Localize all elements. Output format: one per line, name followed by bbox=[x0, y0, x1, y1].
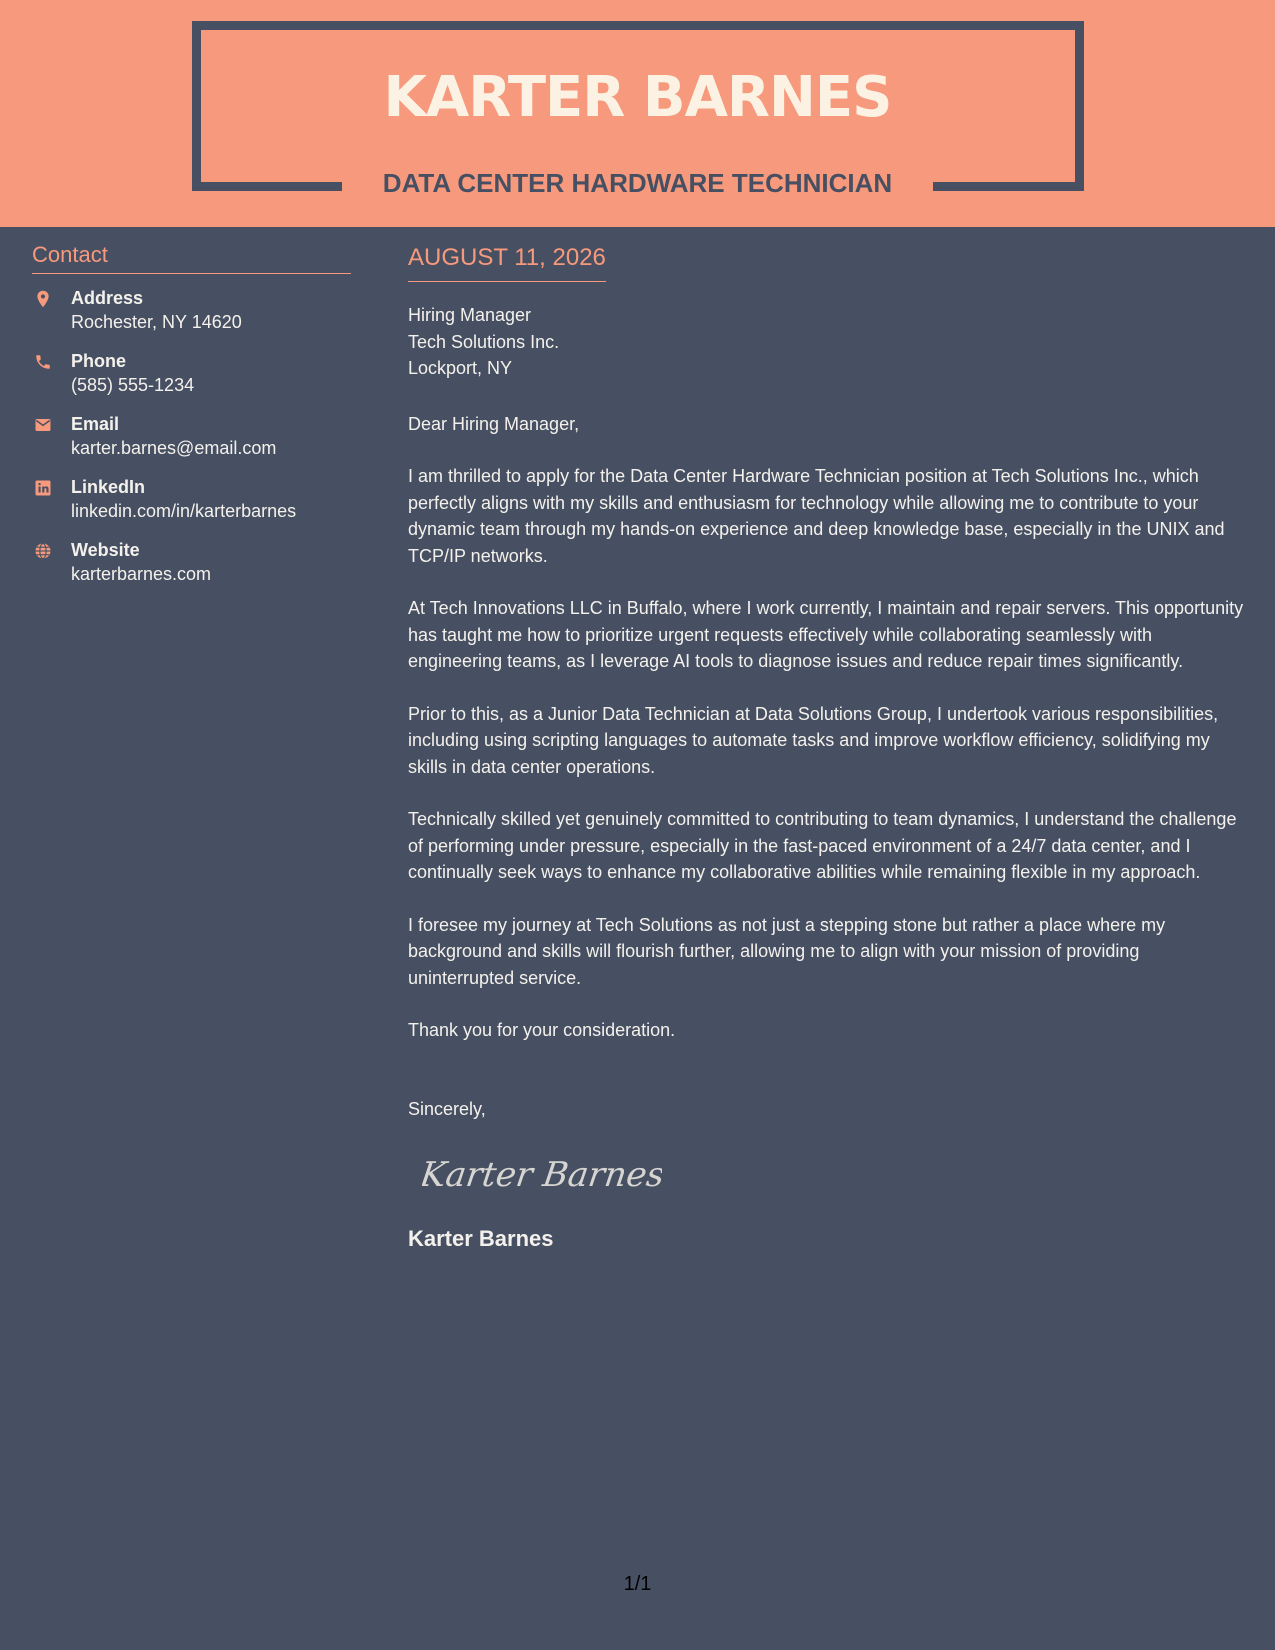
contact-item-linkedin bbox=[32, 475, 351, 538]
body-paragraph: At Tech Innovations LLC in Buffalo, where I work currently, I maintain and repair servers. This opportunity has taught me how to prioritize urgent requests effectively while collaborating seamlessly with engineering teams, as I leverage AI tools to diagnose issues and reduce repair times significantly. bbox=[408, 598, 1244, 671]
recipient-block bbox=[408, 302, 1250, 382]
recipient-line: Tech Solutions Inc. bbox=[408, 331, 560, 352]
body-paragraph: Prior to this, as a Junior Data Technician at Data Solutions Group, I undertook various responsibilities, including using scripting languages to automate tasks and improve workflow efficiency, solidifying my skills in data center operations. bbox=[408, 703, 1219, 777]
page-number: 1/1 bbox=[623, 1573, 652, 1595]
body-paragraph: Technically skilled yet genuinely committed to contributing to team dynamics, I understand the challenge of performing under pressure, especially in the fast-paced environment of a 24/7 data center, and I continually seek ways to enhance my collaborative abilities while remaining flexible in my approach. bbox=[408, 809, 1237, 882]
map-pin-icon bbox=[34, 290, 52, 308]
contact-label: LinkedIn bbox=[71, 477, 146, 497]
phone-icon bbox=[34, 353, 52, 371]
recipient-line: Lockport, NY bbox=[408, 358, 513, 378]
contact-value: Rochester, NY 14620 bbox=[71, 312, 242, 332]
signature-text: Karter Barnes bbox=[422, 1155, 662, 1195]
letter-body bbox=[408, 243, 1250, 1253]
globe-icon bbox=[34, 542, 52, 560]
candidate-name: KARTER BARNES bbox=[383, 65, 892, 130]
body-paragraph: I am thrilled to apply for the Data Center Hardware Technician position at Tech Solutions Inc., which perfectly aligns with my skills and enthusiasm for technology while allowing me to contribute to your dynamic team through my hands-on experience and deep knowledge base, especially in the UNIX and TCP/IP networks. bbox=[408, 466, 1225, 566]
signed-name: Karter Barnes bbox=[408, 1226, 554, 1251]
contact-value: karterbarnes.com bbox=[71, 564, 212, 584]
contact-label: Website bbox=[71, 540, 140, 560]
header-banner bbox=[0, 0, 1275, 227]
contact-item-website bbox=[32, 538, 351, 601]
recipient-line: Hiring Manager bbox=[408, 305, 532, 325]
linkedin-icon bbox=[34, 479, 52, 497]
signature-image bbox=[422, 1150, 662, 1200]
contact-label: Address bbox=[71, 288, 144, 308]
closing-line: Sincerely, bbox=[408, 1098, 486, 1119]
body-paragraph: I foresee my journey at Tech Solutions as not just a stepping stone but rather a place where my background and skills will flourish further, allowing me to align with your mission of providing uninterrupted service. bbox=[408, 914, 1166, 988]
sidebar bbox=[32, 241, 351, 601]
contact-label: Phone bbox=[71, 351, 127, 371]
job-title: DATA CENTER HARDWARE TECHNICIAN bbox=[382, 168, 893, 198]
contact-item-address bbox=[32, 286, 351, 349]
contact-list bbox=[32, 286, 351, 601]
letter-date: AUGUST 11, 2026 bbox=[408, 243, 606, 282]
salutation: Dear Hiring Manager, bbox=[408, 413, 580, 434]
contact-item-email bbox=[32, 412, 351, 475]
contact-item-phone bbox=[32, 349, 351, 412]
contact-heading: Contact bbox=[32, 241, 351, 274]
contact-value: karter.barnes@email.com bbox=[71, 438, 277, 458]
contact-value: (585) 555-1234 bbox=[71, 375, 195, 395]
thanks-line: Thank you for your consideration. bbox=[408, 1020, 676, 1040]
contact-label: Email bbox=[71, 414, 120, 434]
contact-value: linkedin.com/in/karterbarnes bbox=[71, 501, 297, 521]
envelope-icon bbox=[34, 416, 52, 434]
